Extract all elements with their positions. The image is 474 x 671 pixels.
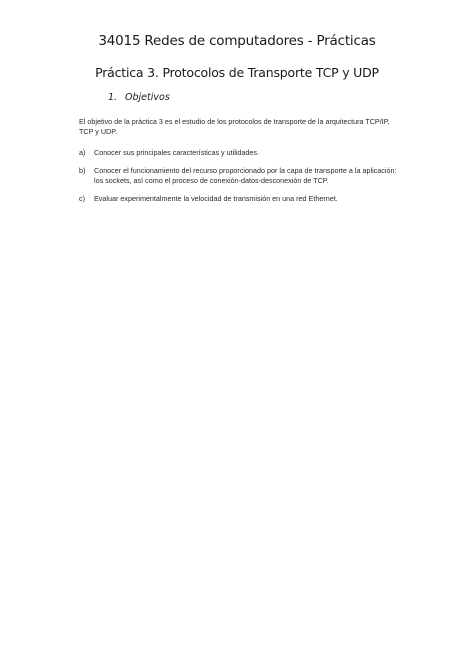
objective-text: Conocer sus principales características y utilidades. (94, 148, 259, 157)
objective-item (79, 148, 399, 158)
section-heading (108, 92, 170, 103)
section-number: 1. (108, 92, 118, 103)
document-subtitle: Práctica 3. Protocolos de Transporte TCP y UDP (95, 65, 379, 80)
objective-marker: a) (79, 148, 86, 157)
objectives-list (79, 148, 399, 212)
section-title: Objetivos (125, 92, 170, 103)
objective-text: Evaluar experimentalmente la velocidad de transmisión en una red Ethernet. (94, 194, 338, 203)
objective-marker: b) (79, 166, 86, 175)
objective-item (79, 166, 399, 186)
objective-item (79, 194, 399, 204)
intro-paragraph: El objetivo de la práctica 3 es el estudio de los protocolos de transporte de la arquitectura TCP/IP, TCP y UDP. (79, 117, 390, 136)
objective-marker: c) (79, 194, 85, 203)
document-title: 34015 Redes de computadores - Prácticas (98, 33, 376, 49)
objective-text: Conocer el funcionamiento del recurso proporcionado por la capa de transporte a la aplicación: los sockets, así como el proceso de conexión-datos-desconexión de TCP. (94, 166, 397, 185)
